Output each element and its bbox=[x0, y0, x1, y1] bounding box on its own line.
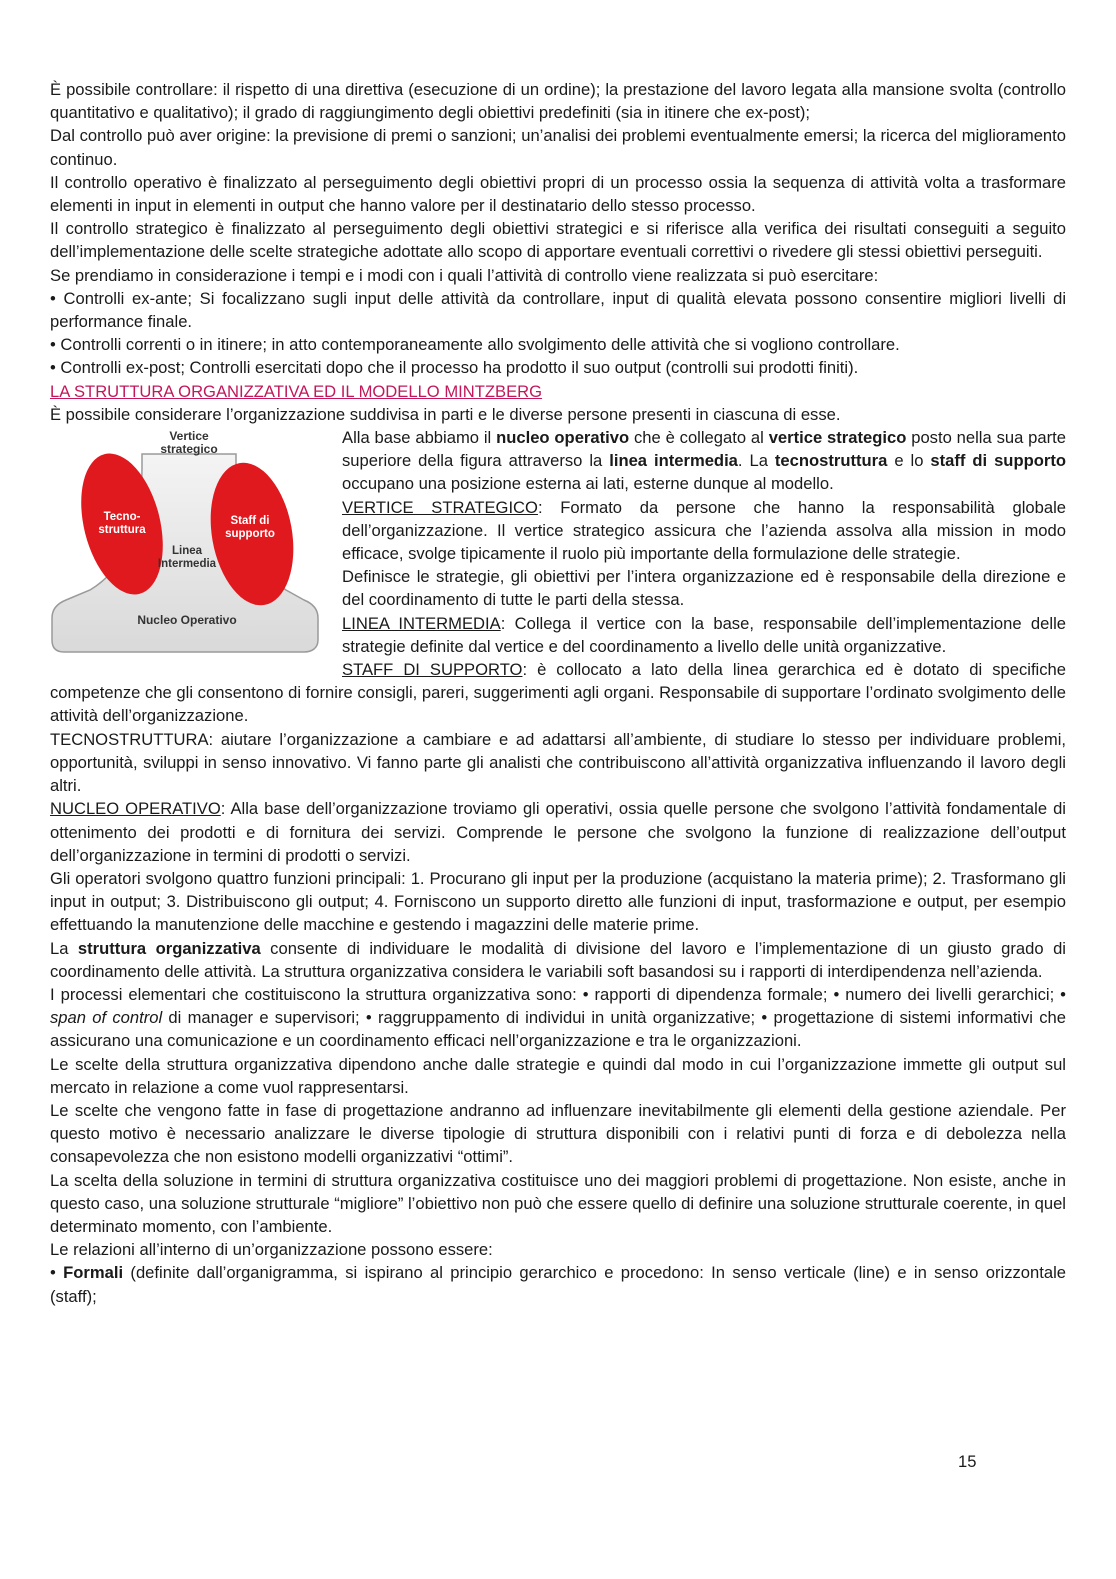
label-vertice-2: strategico bbox=[160, 442, 218, 457]
bullet-item: • Controlli ex-ante; Si focalizzano sugli input delle attività da controllare, input di qualità elevata possono consentire migliori livelli di performance finale. bbox=[50, 287, 1066, 333]
label-linea-1: Linea bbox=[171, 545, 203, 558]
label-nucleo: Nucleo Operativo bbox=[137, 613, 237, 628]
paragraph: Se prendiamo in considerazione i tempi e i modi con i quali l’attività di controllo viene realizzata si può esercitare: bbox=[50, 265, 879, 285]
paragraph: Le scelte che vengono fatte in fase di progettazione andranno ad influenzare inevitabilmente gli elementi della gestione aziendale. Per questo motivo è necessario analizzare le diverse tipologie di struttura disponibili con i relativi punti di forza e di debolezza nella consapevolezza che non esistono modelli organizzativi “ottimi”. bbox=[50, 1100, 1066, 1167]
section-heading: LA STRUTTURA ORGANIZZATIVA ED IL MODELLO MINTZBERG bbox=[50, 381, 543, 401]
paragraph: Il controllo strategico è finalizzato al perseguimento degli obiettivi strategici e si riferisce alla verifica dei risultati conseguiti a seguito dell’implementazione delle scelte strategiche adottate allo scopo di apportare eventuali correttivi o rivedere gli stessi obiettivi perseguiti. bbox=[50, 219, 1066, 262]
paragraph: Alla base abbiamo il nucleo operativo che è collegato al vertice strategico posto nella sua parte superiore della figura attraverso la linea intermedia. La tecnostruttura e lo staff di supporto occupano una posizione esterna ai lati, esterne dunque al modello. bbox=[342, 428, 1066, 494]
page-number: 15 bbox=[958, 1452, 977, 1471]
paragraph: Definisce le strategie, gli obiettivi per l’intera organizzazione ed è responsabile della direzione e del coordinamento di tutte le parti della stessa. bbox=[342, 567, 1066, 610]
label-staff-2: supporto bbox=[225, 528, 275, 541]
paragraph: VERTICE STRATEGICO: Formato da persone che hanno la responsabilità globale dell’organizzazione. Il vertice strategico assicura che l’azienda assolva alla mission in modo efficace, svolge tipicamente il ruolo più importante della formulazione delle strategie. bbox=[342, 497, 1066, 564]
bullet-item: • Controlli correnti o in itinere; in atto contemporaneamente allo svolgimento delle attività che si vogliono controllare. bbox=[50, 333, 1066, 356]
label-tecno-1: Tecno- bbox=[103, 511, 141, 524]
paragraph: TECNOSTRUTTURA: aiutare l’organizzazione a cambiare e ad adattarsi all’ambiente, di studiare lo stesso per individuare problemi, opportunità, sviluppi in senso innovativo. Vi fanno parte gli analisti che contribuiscono all’attività organizzativa influenzando il lavoro degli altri. bbox=[50, 729, 1066, 796]
paragraph: La scelta della soluzione in termini di struttura organizzativa costituisce uno dei maggiori problemi di progettazione. Non esiste, anche in questo caso, una soluzione strutturale “migliore” l’obiettivo non può che essere quello di definire una soluzione strutturale coerente, in quel determinato momento, con l’ambiente. bbox=[50, 1170, 1066, 1236]
document-body bbox=[50, 78, 1066, 1308]
label-staff-1: Staff di bbox=[230, 515, 270, 528]
paragraph: NUCLEO OPERATIVO: Alla base dell’organizzazione troviamo gli operativi, ossia quelle persone che svolgono l’attività fondamentale di ottenimento dei prodotti e di fornitura dei servizi. Comprende le persone che svolgono la funzione di realizzazione dell’output dell’organizzazione in termini di prodotti o servizi. bbox=[50, 799, 1066, 865]
term-linea-intermedia: linea intermedia bbox=[609, 451, 738, 471]
paragraph: Il controllo operativo è finalizzato al perseguimento degli obiettivi propri di un processo ossia la sequenza di attività volta a trasformare elementi in input in elementi in output che hanno valore per il destinatario dello stesso processo. bbox=[50, 172, 1066, 216]
paragraph: LINEA INTERMEDIA: Collega il vertice con la base, responsabile dell’implementazione delle strategie definite dal vertice e del coordinamento a livello delle unità organizzative. bbox=[342, 613, 1066, 656]
bullet-item: • Formali (definite dall’organigramma, si ispirano al principio gerarchico e procedono: In senso verticale (line) e in senso orizzontale (staff); bbox=[50, 1261, 1066, 1307]
mintzberg-diagram bbox=[50, 428, 328, 660]
paragraph: Gli operatori svolgono quattro funzioni principali: 1. Procurano gli input per la produzione (acquistano la materia prime); 2. Trasformano gli input in output; 3. Distribuiscono gli output; 4. Forniscono un supporto diretto alle funzioni di input, trasformazione e output, per esempio effettuando la manutenzione delle macchine e gestendo i magazzini delle materie prime. bbox=[50, 868, 1066, 935]
paragraph: È possibile controllare: il rispetto di una direttiva (esecuzione di un ordine); la prestazione del lavoro legata alla mansione svolta (controllo quantitativo e qualitativo); il grado di raggiungimento degli obiettivi predefiniti (sia in itinere che ex-post); bbox=[50, 80, 1066, 123]
label-tecno-2: struttura bbox=[98, 524, 146, 537]
paragraph: I processi elementari che costituiscono la struttura organizzativa sono: • rapporti di dipendenza formale; • numero dei livelli gerarchici; • span of control di manager e supervisori; • raggruppamento di individui in unità organizzative; • progettazione di sistemi informativi che assicurano una comunicazione e un coordinamento efficaci nell’organizzazione e tra le organizzazioni. bbox=[50, 984, 1066, 1051]
term-vertice-strategico: vertice strategico bbox=[768, 428, 907, 448]
term-staff-supporto: staff di supporto bbox=[930, 451, 1066, 471]
term-nucleo-operativo: nucleo operativo bbox=[496, 428, 630, 448]
paragraph: Le scelte della struttura organizzativa dipendono anche dalle strategie e quindi dal modo in cui l’organizzazione immette gli output sul mercato in relazione a come vuol rappresentarsi. bbox=[50, 1054, 1066, 1097]
paragraph: È possibile considerare l’organizzazione suddivisa in parti e le diverse persone presenti in ciascuna di esse. bbox=[50, 404, 841, 424]
paragraph: La struttura organizzativa consente di individuare le modalità di divisione del lavoro e l’implementazione di un giusto grado di coordinamento delle attività. La struttura organizzativa considera le variabili soft basandosi su i rapporti di interdipendenza nell’azienda. bbox=[50, 938, 1066, 981]
label-vertice-1: Vertice bbox=[169, 429, 209, 444]
label-linea-2: Intermedia bbox=[157, 558, 217, 571]
paragraph: Le relazioni all’interno di un’organizzazione possono essere: bbox=[50, 1240, 493, 1260]
bullet-item: • Controlli ex-post; Controlli esercitati dopo che il processo ha prodotto il suo output (controlli sui prodotti finiti). bbox=[50, 356, 1066, 379]
term-tecnostruttura: tecnostruttura bbox=[774, 451, 888, 471]
paragraph: STAFF DI SUPPORTO: è collocato a lato della linea gerarchica ed è dotato di specifiche competenze che gli consentono di fornire consigli, pareri, suggerimenti agli organi. Responsabile di supportare l’ordinato svolgimento delle attività dell’organizzazione. bbox=[50, 660, 1066, 726]
paragraph: Dal controllo può aver origine: la previsione di premi o sanzioni; un’analisi dei problemi eventualmente emersi; la ricerca del miglioramento continuo. bbox=[50, 126, 1066, 169]
